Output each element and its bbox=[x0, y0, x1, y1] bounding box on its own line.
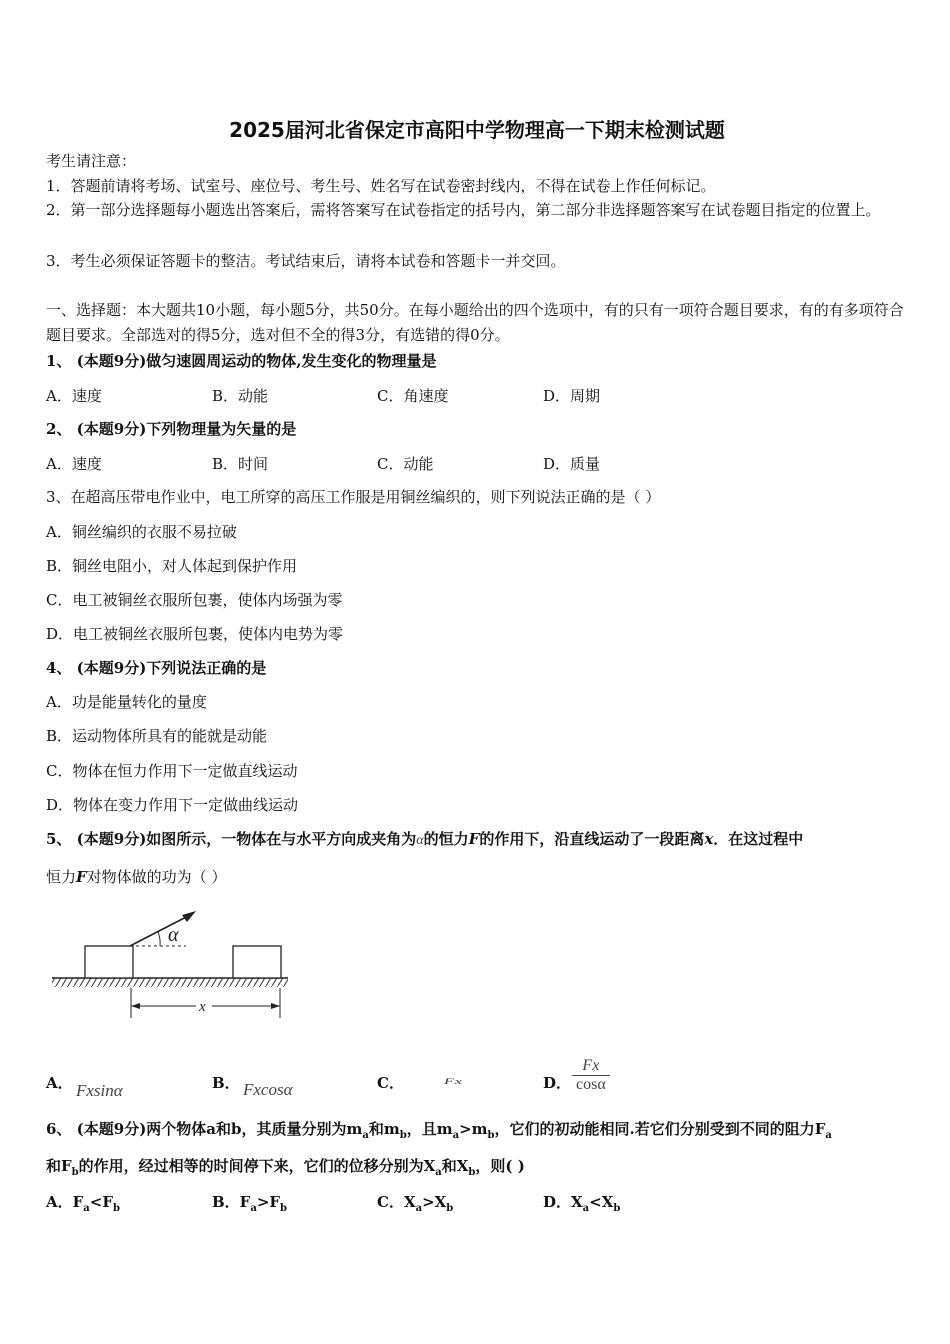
q4-option-b: B．运动物体所具有的能就是动能 bbox=[46, 727, 268, 745]
question-3-stem: 3、在超高压带电作业中，电工所穿的高压工作服是用铜丝编织的，则下列说法正确的是（ ） bbox=[46, 488, 661, 506]
force-arrowhead bbox=[182, 911, 196, 922]
notice-item-2: 2．第一部分选择题每小题选出答案后，需将答案写在试卷指定的括号内，第二部分非选择题答案写在试卷题目指定的位置上。 bbox=[46, 201, 881, 219]
ground-hatching bbox=[52, 978, 288, 987]
distance-label: x bbox=[199, 999, 206, 1015]
block-start bbox=[85, 946, 133, 978]
block-end bbox=[233, 946, 281, 978]
q6-option-d: D．$X_a<X_b$ bbox=[543, 1193, 621, 1214]
q6-option-a: A．$F_a<F_b$ bbox=[46, 1193, 120, 1214]
q5-option-c-expression: Fx bbox=[444, 1077, 463, 1087]
q5-option-c: C． bbox=[377, 1074, 404, 1092]
q3-option-b: B．铜丝电阻小，对人体起到保护作用 bbox=[46, 557, 298, 575]
q3-option-d: D．电工被铜丝衣服所包裹，使体内电势为零 bbox=[46, 625, 344, 643]
notice-item-1: 1．答题前请将考场、试室号、座位号、考生号、姓名写在试卷密封线内，不得在试卷上作任何标记。 bbox=[46, 177, 716, 195]
distance-arrow-right bbox=[271, 1003, 280, 1009]
question-5-stem: 5、 (本题9分)如图所示，一物体在与水平方向成夹角为α的恒力F的作用下，沿直线运动了一段距离x．在这过程中 bbox=[46, 830, 804, 848]
notice-heading: 考生请注意： bbox=[46, 152, 137, 170]
q2-option-b: B．时间 bbox=[212, 455, 269, 473]
question-6-stem: 6、 (本题9分)两个物体a和b，其质量分别为$m_a$和$m_b$，且$m_a>m_b$，它们的初动能相同.若它们分别受到不同的阻力$F_a$ bbox=[46, 1120, 832, 1141]
question-1-stem: 1、 (本题9分)做匀速圆周运动的物体,发生变化的物理量是 bbox=[46, 352, 437, 370]
q2-option-c: C．动能 bbox=[377, 455, 434, 473]
angle-label: α bbox=[168, 924, 179, 946]
q4-option-a: A．功是能量转化的量度 bbox=[46, 693, 207, 711]
q1-option-d: D．周期 bbox=[543, 387, 601, 405]
exam-title: 2025届河北省保定市高阳中学物理高一下期末检测试题 bbox=[229, 118, 725, 142]
q1-option-a: A．速度 bbox=[46, 387, 102, 405]
alpha-symbol: α bbox=[416, 833, 424, 848]
q1-option-b: B．动能 bbox=[212, 387, 269, 405]
question-2-stem: 2、 (本题9分)下列物理量为矢量的是 bbox=[46, 420, 297, 438]
q6-option-b: B．$F_a>F_b$ bbox=[212, 1193, 288, 1214]
q2-option-a: A．速度 bbox=[46, 455, 102, 473]
q5-option-d: D． bbox=[543, 1074, 572, 1092]
q3-option-a: A．铜丝编织的衣服不易拉破 bbox=[46, 523, 237, 541]
notice-item-3: 3．考生必须保证答题卡的整洁。考试结束后，请将本试卷和答题卡一并交回。 bbox=[46, 252, 566, 270]
q3-option-c: C．电工被铜丝衣服所包裹，使体内场强为零 bbox=[46, 591, 343, 609]
q1-option-c: C．角速度 bbox=[377, 387, 449, 405]
section-instructions: 一、选择题：本大题共10小题，每小题5分，共50分。在每小题给出的四个选项中，有的只有一项符合题目要求，有的有多项符合题目要求。全部选对的得5分，选对但不全的得3分，有选错的得0分。 bbox=[46, 301, 904, 344]
q5-option-a: A． bbox=[46, 1074, 73, 1092]
q4-option-c: C．物体在恒力作用下一定做直线运动 bbox=[46, 762, 298, 780]
angle-arc bbox=[158, 932, 160, 946]
distance-arrow-left bbox=[131, 1003, 140, 1009]
q4-option-d: D．物体在变力作用下一定做曲线运动 bbox=[46, 796, 299, 814]
question-4-stem: 4、 (本题9分)下列说法正确的是 bbox=[46, 659, 267, 677]
force-diagram-figure bbox=[50, 906, 295, 1026]
fraction: $\frac{Fx}{\cos\alpha}$ bbox=[572, 1057, 610, 1094]
question-6-stem-line2: 和$F_b$的作用，经过相等的时间停下来，它们的位移分别为$X_a$和$X_b$，则( ) bbox=[46, 1157, 525, 1178]
q2-option-d: D．质量 bbox=[543, 455, 601, 473]
q5-option-d-expression bbox=[572, 1057, 610, 1094]
q5-option-b-expression: Fxcosα bbox=[243, 1080, 293, 1099]
q5-option-a-expression: Fxsinα bbox=[76, 1081, 123, 1100]
question-5-stem-line2: 恒力F对物体做的功为（ ） bbox=[46, 868, 227, 886]
q6-option-c: C．$X_a>X_b$ bbox=[377, 1193, 454, 1214]
q5-option-b: B． bbox=[212, 1074, 240, 1092]
